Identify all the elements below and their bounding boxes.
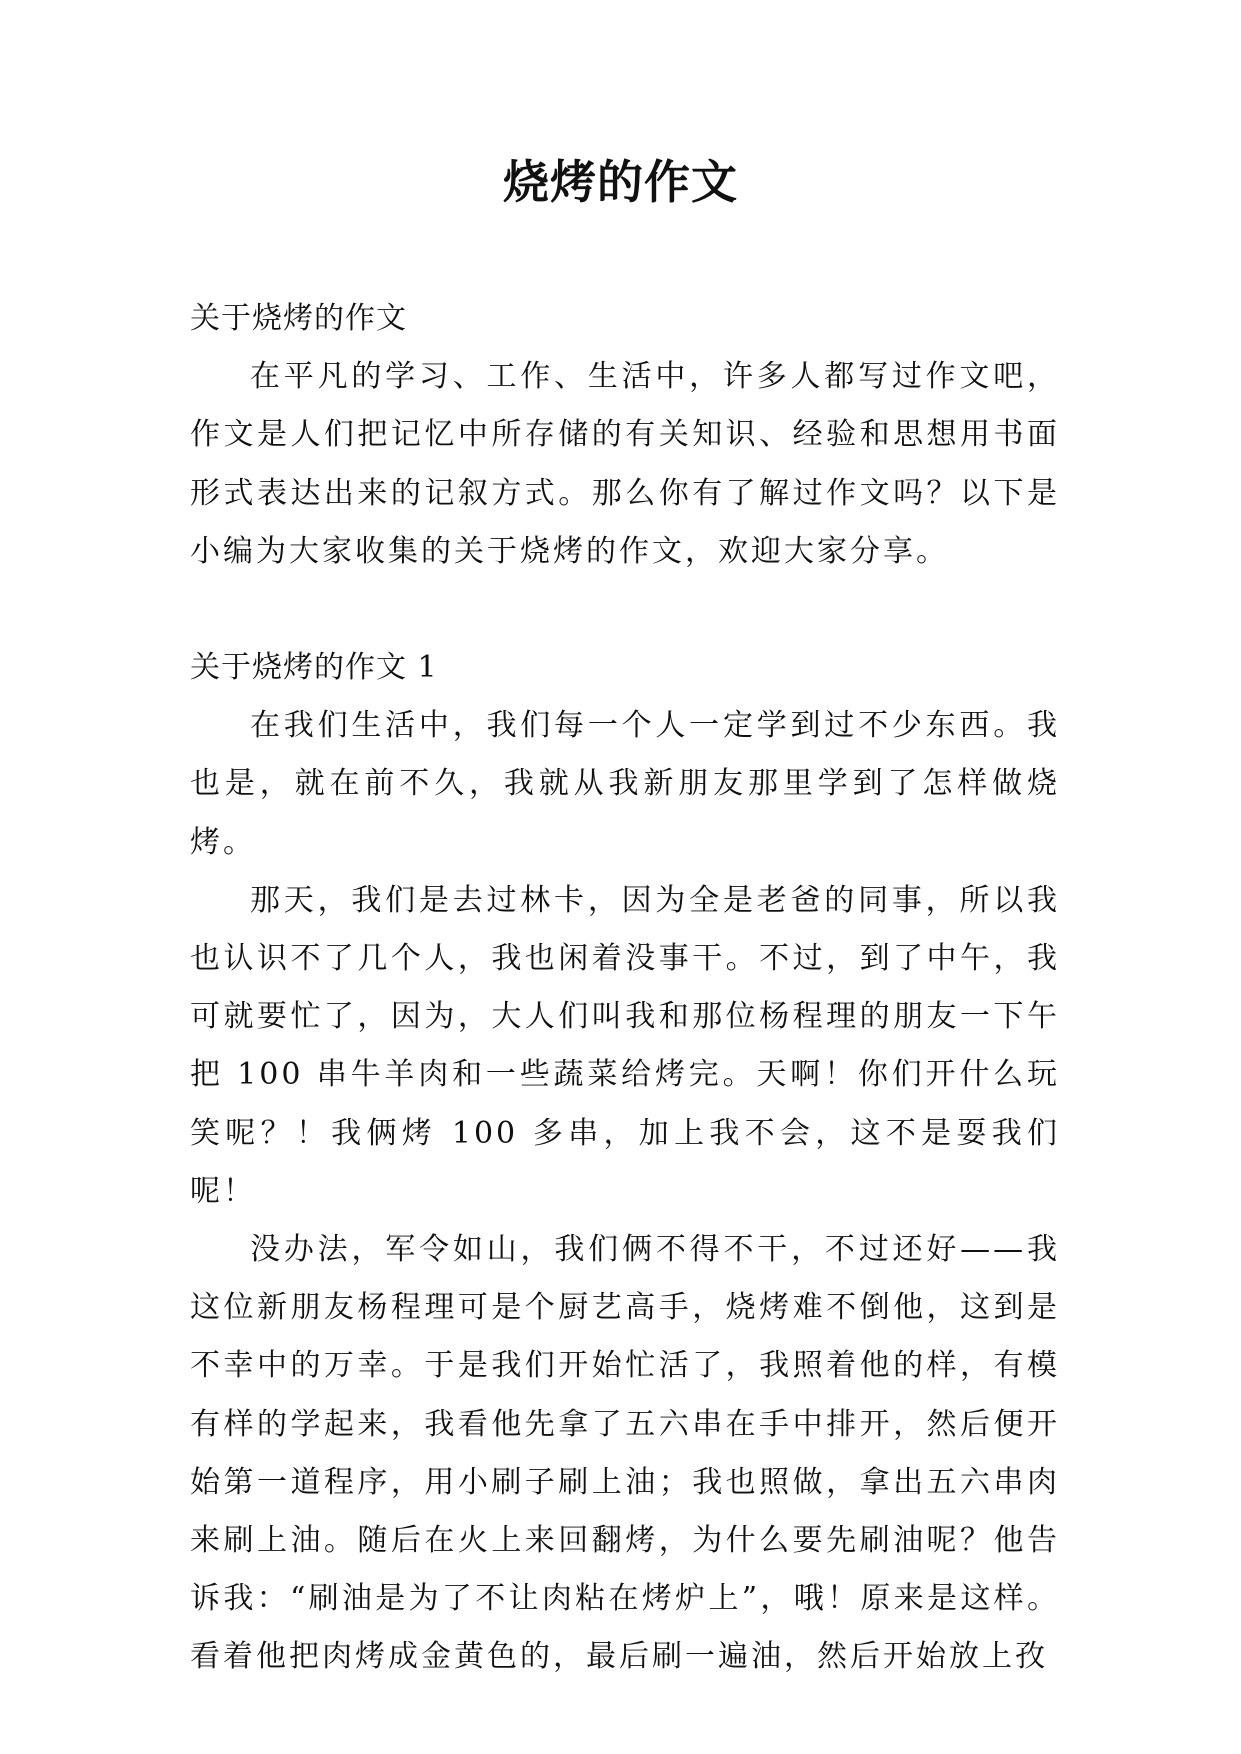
- body-paragraph: 在我们生活中，我们每一个人一定学到过不少东西。我也是，就在前不久，我就从我新朋友那里学到了怎样做烧烤。: [190, 708, 1060, 860]
- body-paragraph: 那天，我们是去过林卡，因为全是老爸的同事，所以我也认识不了几个人，我也闲着没事干。不过，到了中午，我可就要忙了，因为，大人们叫我和那位杨程理的朋友一下午把 100 串牛羊肉和一些蔬菜给烤完。天啊！你们开什么玩笑呢？！我俩烤 100 多串，加上我不会，这不是耍我们呢！: [190, 882, 1060, 1209]
- intro-paragraph: 在平凡的学习、工作、生活中，许多人都写过作文吧，作文是人们把记忆中所存储的有关知识、经验和思想用书面形式表达出来的记叙方式。那么你有了解过作文吗？以下是小编为大家收集的关于烧烤的作文，欢迎大家分享。: [190, 359, 1060, 569]
- section-heading: 关于烧烤的作文: [190, 301, 407, 336]
- document-title: 烧烤的作文: [503, 155, 738, 209]
- body-paragraph: 没办法，军令如山，我们俩不得不干，不过还好——我这位新朋友杨程理可是个厨艺高手，烧烤难不倒他，这到是不幸中的万幸。于是我们开始忙活了，我照着他的样，有模有样的学起来，我看他先拿了五六串在手中排开，然后便开始第一道程序，用小刷子刷上油；我也照做，拿出五六串肉来刷上油。随后在火上来回翻烤，为什么要先刷油呢？他告诉我：“刷油是为了不让肉粘在烤炉上”，哦！原来是这样。看着他把肉烤成金黄色的，最后刷一遍油，然后开始放上孜: [190, 1232, 1060, 1675]
- section-spacer: [190, 581, 1060, 639]
- document-body: [190, 290, 1060, 1687]
- section-heading: 关于烧烤的作文 1: [190, 650, 438, 686]
